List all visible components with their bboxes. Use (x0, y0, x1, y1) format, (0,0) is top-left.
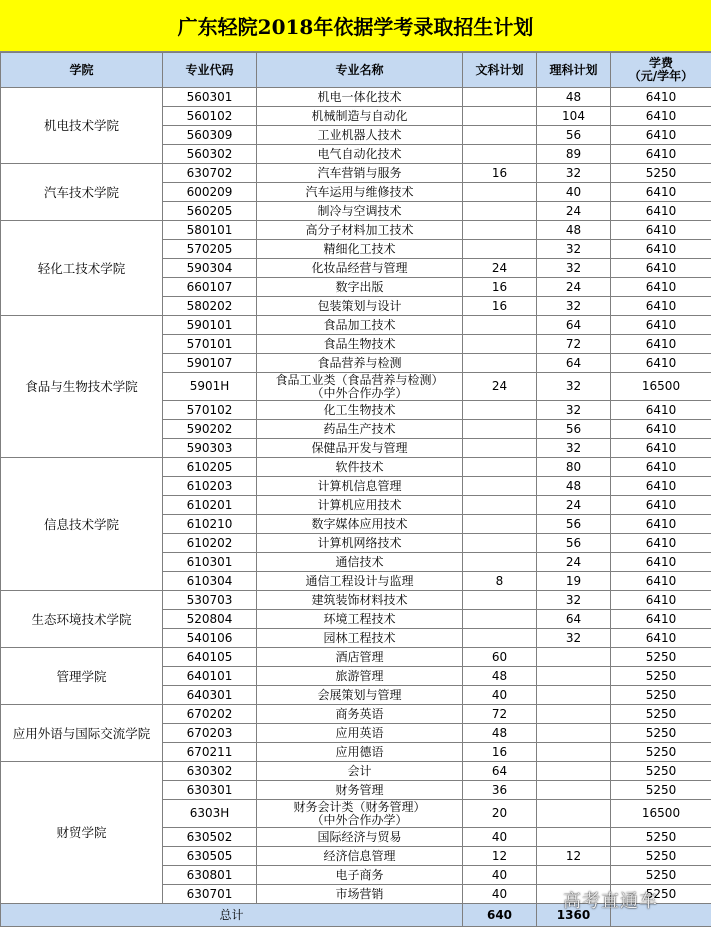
tuition-fee: 6410 (611, 297, 711, 316)
table-row (1, 591, 711, 610)
header-college: 学院 (1, 53, 163, 88)
tuition-fee: 5250 (611, 724, 711, 743)
major-code: 610203 (163, 477, 257, 496)
major-code: 560309 (163, 126, 257, 145)
major-name: 电子商务 (257, 866, 463, 885)
science-plan: 24 (537, 278, 611, 297)
major-name: 计算机网络技术 (257, 534, 463, 553)
tuition-fee: 5250 (611, 667, 711, 686)
arts-plan: 40 (463, 866, 537, 885)
major-name: 软件技术 (257, 458, 463, 477)
major-code: 6303H (163, 800, 257, 828)
major-code: 640301 (163, 686, 257, 705)
college-name: 轻化工技术学院 (1, 221, 163, 316)
science-plan: 48 (537, 477, 611, 496)
arts-plan: 12 (463, 847, 537, 866)
tuition-fee: 6410 (611, 629, 711, 648)
major-code: 560301 (163, 88, 257, 107)
tuition-fee: 5250 (611, 847, 711, 866)
science-plan: 24 (537, 202, 611, 221)
arts-plan: 16 (463, 278, 537, 297)
watermark: 高考直通车 (563, 891, 658, 912)
admission-plan-table (0, 52, 711, 927)
tuition-fee: 5250 (611, 648, 711, 667)
major-name: 化工生物技术 (257, 401, 463, 420)
major-name: 园林工程技术 (257, 629, 463, 648)
tuition-fee: 5250 (611, 885, 711, 904)
major-code: 640105 (163, 648, 257, 667)
science-plan: 32 (537, 240, 611, 259)
college-name: 管理学院 (1, 648, 163, 705)
arts-plan: 60 (463, 648, 537, 667)
major-code: 630701 (163, 885, 257, 904)
science-plan (537, 762, 611, 781)
major-code: 590101 (163, 316, 257, 335)
science-plan: 104 (537, 107, 611, 126)
science-plan: 32 (537, 401, 611, 420)
arts-plan (463, 534, 537, 553)
tuition-fee: 6410 (611, 610, 711, 629)
major-name: 药品生产技术 (257, 420, 463, 439)
science-plan (537, 743, 611, 762)
tuition-fee: 5250 (611, 164, 711, 183)
tuition-fee: 5250 (611, 781, 711, 800)
table-row (1, 458, 711, 477)
arts-plan (463, 496, 537, 515)
science-plan: 40 (537, 183, 611, 202)
arts-plan (463, 591, 537, 610)
major-name: 国际经济与贸易 (257, 828, 463, 847)
major-name-line2: （中外合作办学） (311, 812, 408, 827)
science-plan (537, 705, 611, 724)
arts-plan (463, 458, 537, 477)
science-plan (537, 800, 611, 828)
tuition-fee: 5250 (611, 705, 711, 724)
arts-plan: 24 (463, 259, 537, 278)
major-name: 旅游管理 (257, 667, 463, 686)
major-name: 计算机应用技术 (257, 496, 463, 515)
major-code: 610210 (163, 515, 257, 534)
tuition-fee: 6410 (611, 401, 711, 420)
science-plan: 64 (537, 354, 611, 373)
science-plan: 56 (537, 420, 611, 439)
major-name: 食品加工技术 (257, 316, 463, 335)
major-name: 高分子材料加工技术 (257, 221, 463, 240)
science-plan: 56 (537, 515, 611, 534)
tuition-fee: 5250 (611, 743, 711, 762)
arts-plan (463, 316, 537, 335)
arts-plan: 24 (463, 373, 537, 401)
science-plan (537, 866, 611, 885)
major-name: 通信技术 (257, 553, 463, 572)
major-name: 经济信息管理 (257, 847, 463, 866)
major-code: 660107 (163, 278, 257, 297)
major-name: 市场营销 (257, 885, 463, 904)
major-code: 670211 (163, 743, 257, 762)
tuition-fee: 6410 (611, 515, 711, 534)
college-name: 食品与生物技术学院 (1, 316, 163, 458)
major-code: 610205 (163, 458, 257, 477)
total-label: 总计 (1, 904, 463, 927)
major-code: 630301 (163, 781, 257, 800)
major-name: 汽车运用与维修技术 (257, 183, 463, 202)
science-plan: 32 (537, 164, 611, 183)
arts-plan: 20 (463, 800, 537, 828)
tuition-fee: 6410 (611, 534, 711, 553)
tuition-fee: 6410 (611, 439, 711, 458)
major-name: 环境工程技术 (257, 610, 463, 629)
tuition-fee: 5250 (611, 866, 711, 885)
arts-plan: 16 (463, 743, 537, 762)
arts-plan (463, 439, 537, 458)
science-plan: 32 (537, 373, 611, 401)
major-name: 化妆品经营与管理 (257, 259, 463, 278)
table-row (1, 88, 711, 107)
major-code: 610304 (163, 572, 257, 591)
tuition-fee: 5250 (611, 686, 711, 705)
tuition-fee: 6410 (611, 88, 711, 107)
header-science: 理科计划 (537, 53, 611, 88)
major-name: 数字出版 (257, 278, 463, 297)
major-name: 电气自动化技术 (257, 145, 463, 164)
major-name: 食品营养与检测 (257, 354, 463, 373)
tuition-fee: 6410 (611, 278, 711, 297)
major-code: 590202 (163, 420, 257, 439)
table-row (1, 221, 711, 240)
arts-plan (463, 126, 537, 145)
major-code: 580101 (163, 221, 257, 240)
arts-plan (463, 477, 537, 496)
tuition-fee: 6410 (611, 591, 711, 610)
arts-plan: 40 (463, 885, 537, 904)
major-name-line1: 食品工业类（食品营养与检测） (275, 372, 444, 387)
science-plan: 24 (537, 553, 611, 572)
tuition-fee: 6410 (611, 221, 711, 240)
science-plan (537, 828, 611, 847)
major-code: 570205 (163, 240, 257, 259)
major-code: 600209 (163, 183, 257, 202)
tuition-fee: 6410 (611, 240, 711, 259)
science-plan: 12 (537, 847, 611, 866)
table-row (1, 705, 711, 724)
science-plan: 56 (537, 534, 611, 553)
tuition-fee: 6410 (611, 354, 711, 373)
tuition-fee: 6410 (611, 477, 711, 496)
science-plan: 72 (537, 335, 611, 354)
college-name: 应用外语与国际交流学院 (1, 705, 163, 762)
major-name: 应用英语 (257, 724, 463, 743)
major-code: 610301 (163, 553, 257, 572)
tuition-fee: 6410 (611, 335, 711, 354)
arts-plan (463, 420, 537, 439)
major-name-line1: 财务会计类（财务管理） (293, 799, 426, 814)
total-arts: 640 (463, 904, 537, 927)
major-name: 制冷与空调技术 (257, 202, 463, 221)
major-code: 570101 (163, 335, 257, 354)
arts-plan: 40 (463, 828, 537, 847)
arts-plan: 64 (463, 762, 537, 781)
arts-plan (463, 553, 537, 572)
tuition-fee: 16500 (611, 800, 711, 828)
college-name: 机电技术学院 (1, 88, 163, 164)
college-name: 生态环境技术学院 (1, 591, 163, 648)
header-code: 专业代码 (163, 53, 257, 88)
tuition-fee: 6410 (611, 316, 711, 335)
major-name: 包装策划与设计 (257, 297, 463, 316)
major-name: 精细化工技术 (257, 240, 463, 259)
major-name: 会展策划与管理 (257, 686, 463, 705)
tuition-fee: 6410 (611, 145, 711, 164)
major-code: 590107 (163, 354, 257, 373)
arts-plan (463, 221, 537, 240)
table-row (1, 648, 711, 667)
major-name: 会计 (257, 762, 463, 781)
tuition-fee: 6410 (611, 458, 711, 477)
arts-plan: 40 (463, 686, 537, 705)
major-code: 530703 (163, 591, 257, 610)
major-name: 汽车营销与服务 (257, 164, 463, 183)
major-code: 5901H (163, 373, 257, 401)
science-plan (537, 667, 611, 686)
science-plan: 64 (537, 316, 611, 335)
tuition-fee: 5250 (611, 828, 711, 847)
tuition-fee: 6410 (611, 259, 711, 278)
arts-plan (463, 202, 537, 221)
major-code: 520804 (163, 610, 257, 629)
major-name-line2: （中外合作办学） (311, 385, 408, 400)
science-plan: 64 (537, 610, 611, 629)
science-plan: 19 (537, 572, 611, 591)
science-plan: 32 (537, 297, 611, 316)
arts-plan (463, 107, 537, 126)
table-body (1, 88, 711, 904)
major-name: 机电一体化技术 (257, 88, 463, 107)
major-name: 建筑装饰材料技术 (257, 591, 463, 610)
major-code: 610201 (163, 496, 257, 515)
science-plan: 32 (537, 591, 611, 610)
major-name: 财务管理 (257, 781, 463, 800)
major-code: 610202 (163, 534, 257, 553)
major-name (257, 800, 463, 828)
major-code: 630801 (163, 866, 257, 885)
major-code: 560205 (163, 202, 257, 221)
tuition-fee: 6410 (611, 420, 711, 439)
major-name: 计算机信息管理 (257, 477, 463, 496)
arts-plan: 72 (463, 705, 537, 724)
arts-plan (463, 610, 537, 629)
major-name: 商务英语 (257, 705, 463, 724)
science-plan: 32 (537, 439, 611, 458)
major-code: 630302 (163, 762, 257, 781)
arts-plan: 48 (463, 667, 537, 686)
arts-plan (463, 145, 537, 164)
header-fee-line2: （元/学年） (628, 69, 694, 83)
science-plan: 32 (537, 259, 611, 278)
major-name: 工业机器人技术 (257, 126, 463, 145)
major-name: 机械制造与自动化 (257, 107, 463, 126)
tuition-fee: 6410 (611, 107, 711, 126)
science-plan: 48 (537, 88, 611, 107)
arts-plan: 48 (463, 724, 537, 743)
science-plan (537, 781, 611, 800)
major-code: 630702 (163, 164, 257, 183)
tuition-fee: 6410 (611, 126, 711, 145)
arts-plan (463, 335, 537, 354)
major-code: 570102 (163, 401, 257, 420)
table-row (1, 762, 711, 781)
science-plan: 80 (537, 458, 611, 477)
tuition-fee: 6410 (611, 553, 711, 572)
tuition-fee: 16500 (611, 373, 711, 401)
science-plan: 89 (537, 145, 611, 164)
arts-plan (463, 354, 537, 373)
arts-plan (463, 629, 537, 648)
college-name: 汽车技术学院 (1, 164, 163, 221)
tuition-fee: 6410 (611, 572, 711, 591)
major-code: 590304 (163, 259, 257, 278)
major-name: 酒店管理 (257, 648, 463, 667)
major-name: 数字媒体应用技术 (257, 515, 463, 534)
arts-plan: 36 (463, 781, 537, 800)
page-title: 广东轻院2018年依据学考录取招生计划 (0, 0, 711, 52)
header-arts: 文科计划 (463, 53, 537, 88)
major-name: 应用德语 (257, 743, 463, 762)
major-code: 630505 (163, 847, 257, 866)
tuition-fee: 6410 (611, 183, 711, 202)
major-code: 670202 (163, 705, 257, 724)
arts-plan (463, 515, 537, 534)
major-code: 540106 (163, 629, 257, 648)
arts-plan (463, 88, 537, 107)
arts-plan (463, 240, 537, 259)
header-fee (611, 53, 711, 88)
college-name: 财贸学院 (1, 762, 163, 904)
table-row (1, 316, 711, 335)
major-name: 通信工程设计与监理 (257, 572, 463, 591)
major-code: 580202 (163, 297, 257, 316)
arts-plan: 16 (463, 164, 537, 183)
tuition-fee: 6410 (611, 496, 711, 515)
tuition-fee: 6410 (611, 202, 711, 221)
header-row (1, 53, 711, 88)
table-row (1, 164, 711, 183)
major-code: 630502 (163, 828, 257, 847)
major-name: 食品生物技术 (257, 335, 463, 354)
major-code: 560302 (163, 145, 257, 164)
arts-plan (463, 183, 537, 202)
science-plan: 48 (537, 221, 611, 240)
arts-plan: 8 (463, 572, 537, 591)
science-plan (537, 686, 611, 705)
arts-plan: 16 (463, 297, 537, 316)
science-plan: 24 (537, 496, 611, 515)
major-name (257, 373, 463, 401)
header-fee-line1: 学费 (648, 56, 673, 70)
science-plan (537, 648, 611, 667)
science-plan: 32 (537, 629, 611, 648)
header-name: 专业名称 (257, 53, 463, 88)
major-code: 560102 (163, 107, 257, 126)
science-plan: 56 (537, 126, 611, 145)
major-code: 670203 (163, 724, 257, 743)
major-code: 640101 (163, 667, 257, 686)
major-name: 保健品开发与管理 (257, 439, 463, 458)
college-name: 信息技术学院 (1, 458, 163, 591)
tuition-fee: 5250 (611, 762, 711, 781)
arts-plan (463, 401, 537, 420)
total-science: 1360 (537, 904, 611, 927)
science-plan (537, 724, 611, 743)
major-code: 590303 (163, 439, 257, 458)
